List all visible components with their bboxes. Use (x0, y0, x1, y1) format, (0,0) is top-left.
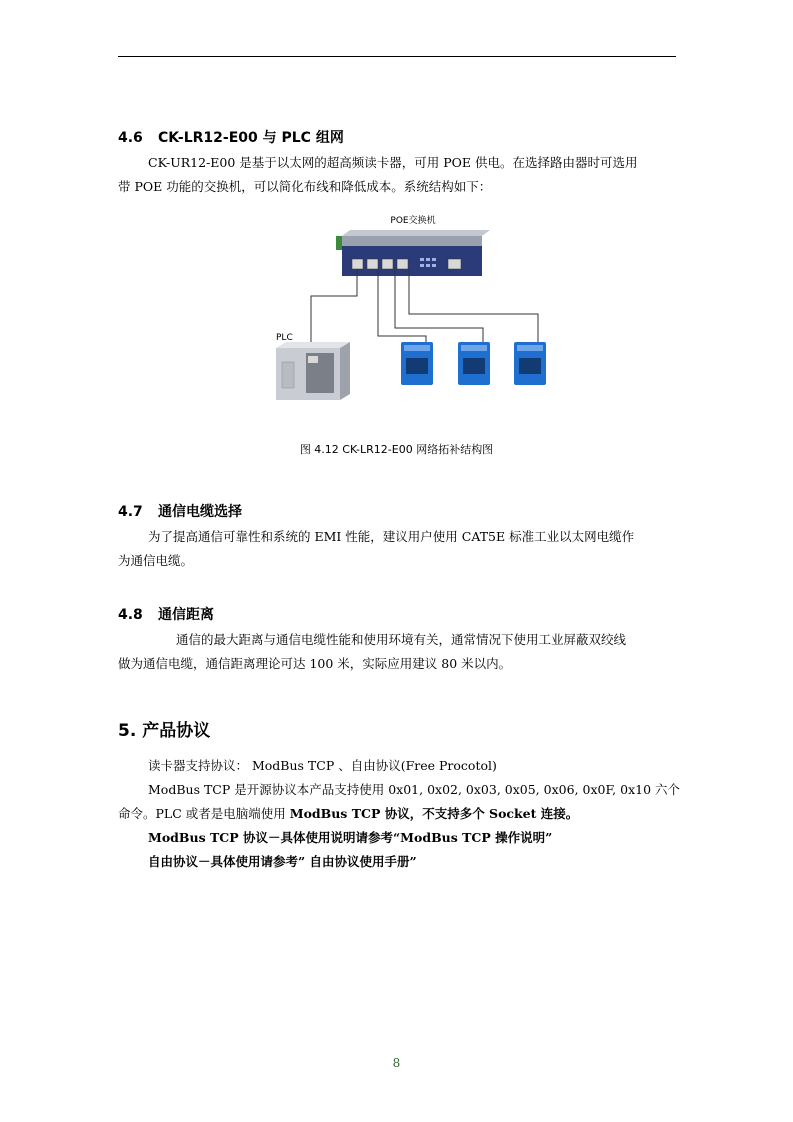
section-number: 4.8 (118, 607, 143, 623)
section-number: 4.6 (118, 130, 143, 146)
paragraph-line-bold: ModBus TCP 协议－具体使用说明请参考“ModBus TCP 操作说明” (148, 830, 553, 845)
reader-image (514, 342, 546, 385)
poe-switch-image (336, 230, 490, 276)
paragraph-line: 通信的最大距离与通信电缆性能和使用环境有关，通常情况下使用工业屏蔽双绞线 (176, 632, 627, 647)
network-topology-diagram (268, 210, 568, 410)
section-title: CK-LR12-E00 与 PLC 组网 (158, 130, 344, 146)
chapter-heading-5: 5. 产品协议 (118, 721, 211, 741)
reader-image (458, 342, 490, 385)
text-run: 命令。PLC 或者是电脑端使用 (118, 806, 290, 821)
switch-label: POE交换机 (390, 216, 436, 226)
section-title: 通信电缆选择 (158, 504, 242, 520)
section-title: 通信距离 (158, 607, 214, 623)
section-heading-4-6 (118, 127, 344, 147)
paragraph-line-bold: 自由协议－具体使用请参考” 自由协议使用手册” (148, 854, 417, 869)
paragraph-line (118, 802, 676, 826)
paragraph-line: 为通信电缆。 (118, 553, 194, 568)
paragraph-line: CK-UR12-E00 是基于以太网的超高频读卡器，可用 POE 供电。在选择路由器时可选用 (148, 155, 638, 170)
plc-label: PLC (276, 333, 293, 343)
plc-image (276, 342, 350, 400)
paragraph-4-7 (118, 525, 676, 573)
paragraph-line: 带 POE 功能的交换机，可以简化布线和降低成本。系统结构如下： (118, 179, 492, 194)
paragraph-line: 做为通信电缆，通信距离理论可达 100 米，实际应用建议 80 米以内。 (118, 656, 512, 671)
section-heading-4-7 (118, 501, 242, 521)
page-number: 8 (392, 1056, 401, 1070)
section-number: 4.7 (118, 504, 143, 520)
paragraph-4-8 (118, 628, 676, 676)
paragraph-line: ModBus TCP 是开源协议本产品支持使用 0x01, 0x02, 0x03, 0x05, 0x06, 0x0F, 0x10 六个 (148, 782, 680, 797)
paragraph-4-6 (118, 151, 676, 199)
header-rule (118, 56, 676, 57)
section-heading-4-8 (118, 604, 214, 624)
reader-image (401, 342, 433, 385)
paragraph-line: 为了提高通信可靠性和系统的 EMI 性能，建议用户使用 CAT5E 标准工业以太网电缆作 (148, 529, 635, 544)
network-cables (311, 269, 538, 348)
text-run-bold: ModBus TCP 协议，不支持多个 Socket 连接。 (289, 806, 579, 821)
paragraph-line: 读卡器支持协议： ModBus TCP 、自由协议(Free Procotol) (148, 758, 497, 773)
figure-caption: 图 4.12 CK-LR12-E00 网络拓补结构图 (299, 443, 494, 456)
paragraph-5 (118, 754, 680, 874)
